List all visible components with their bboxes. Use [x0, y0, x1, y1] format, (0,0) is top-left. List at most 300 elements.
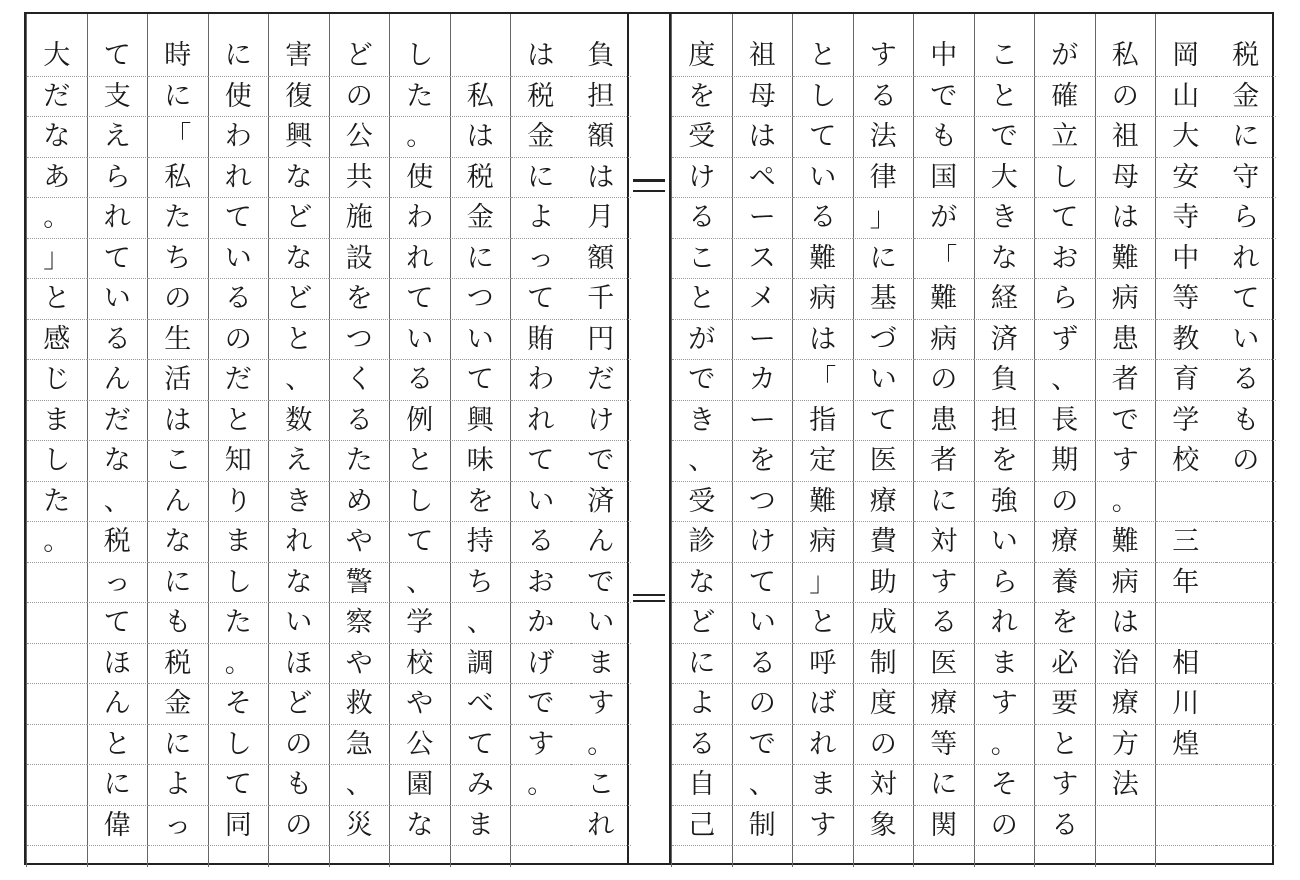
gutter-mark-middle	[633, 594, 665, 602]
manuscript-square: の	[1035, 482, 1096, 523]
manuscript-square: る	[511, 522, 572, 563]
manuscript-square: 税	[148, 644, 209, 685]
manuscript-square	[511, 806, 572, 847]
manuscript-square: 患	[1095, 320, 1156, 361]
manuscript-square: 度	[853, 684, 914, 725]
manuscript-square: な	[87, 441, 148, 482]
manuscript-square: き	[269, 482, 330, 523]
manuscript-square: メ	[732, 279, 793, 320]
manuscript-square: 寺	[1156, 198, 1217, 239]
manuscript-column	[1034, 14, 1095, 867]
manuscript-square: が	[672, 320, 733, 361]
manuscript-square: 負	[571, 36, 632, 77]
manuscript-square: い	[974, 522, 1035, 563]
manuscript-square: 期	[1035, 441, 1096, 482]
manuscript-column	[329, 14, 390, 867]
manuscript-square: え	[269, 441, 330, 482]
manuscript-square: 年	[1156, 563, 1217, 604]
manuscript-square: 担	[571, 77, 632, 118]
manuscript-square: を	[672, 77, 733, 118]
manuscript-square: 。	[1095, 482, 1156, 523]
manuscript-square: な	[269, 158, 330, 199]
manuscript-square: き	[974, 198, 1035, 239]
manuscript-square: 税	[511, 77, 572, 118]
manuscript-square: も	[148, 603, 209, 644]
manuscript-square: て	[732, 563, 793, 604]
manuscript-square: 経	[974, 279, 1035, 320]
manuscript-square: 大	[1156, 117, 1217, 158]
manuscript-square: そ	[208, 684, 269, 725]
manuscript-square: は	[793, 320, 854, 361]
manuscript-square: に	[148, 725, 209, 766]
manuscript-square: 数	[269, 401, 330, 442]
manuscript-square: て	[87, 36, 148, 77]
manuscript-square: ん	[148, 482, 209, 523]
manuscript-square: 医	[914, 644, 975, 685]
manuscript-square: 難	[1095, 239, 1156, 280]
manuscript-square: る	[1216, 360, 1277, 401]
manuscript-square: 、	[329, 765, 390, 806]
manuscript-square: 「	[148, 117, 209, 158]
manuscript-square: 相	[1156, 644, 1217, 685]
manuscript-square: ん	[87, 684, 148, 725]
manuscript-square: よ	[672, 684, 733, 725]
manuscript-square: ば	[793, 684, 854, 725]
manuscript-square: 療	[1035, 522, 1096, 563]
manuscript-square: に	[450, 239, 511, 280]
manuscript-square: ー	[732, 401, 793, 442]
manuscript-square: 制	[853, 644, 914, 685]
manuscript-square: す	[571, 684, 632, 725]
manuscript-square	[27, 725, 88, 766]
manuscript-square: 方	[1095, 725, 1156, 766]
manuscript-square: ず	[1035, 320, 1096, 361]
manuscript-square: 急	[329, 725, 390, 766]
manuscript-square: れ	[1216, 239, 1277, 280]
manuscript-square: 時	[148, 36, 209, 77]
manuscript-square: 、	[390, 563, 451, 604]
manuscript-square: こ	[974, 36, 1035, 77]
manuscript-square: 度	[672, 36, 733, 77]
manuscript-square: っ	[511, 239, 572, 280]
manuscript-square: 強	[974, 482, 1035, 523]
manuscript-column	[147, 14, 208, 867]
manuscript-square: と	[672, 279, 733, 320]
manuscript-square: 病	[1095, 563, 1156, 604]
manuscript-square	[1216, 725, 1277, 766]
manuscript-square: い	[732, 603, 793, 644]
manuscript-square: 岡	[1156, 36, 1217, 77]
manuscript-square: 母	[732, 77, 793, 118]
manuscript-square: 等	[1156, 279, 1217, 320]
manuscript-square: 大	[974, 158, 1035, 199]
manuscript-square: な	[390, 806, 451, 847]
manuscript-square: し	[1035, 158, 1096, 199]
manuscript-square: 知	[208, 441, 269, 482]
manuscript-square: 興	[269, 117, 330, 158]
manuscript-square: れ	[269, 522, 330, 563]
manuscript-square: 療	[1095, 684, 1156, 725]
manuscript-square: れ	[974, 603, 1035, 644]
manuscript-square: て	[1216, 279, 1277, 320]
manuscript-square: る	[390, 360, 451, 401]
manuscript-square	[1216, 644, 1277, 685]
manuscript-square: に	[914, 765, 975, 806]
manuscript-column	[792, 14, 853, 867]
manuscript-square: っ	[87, 563, 148, 604]
manuscript-square: の	[974, 806, 1035, 847]
manuscript-column	[974, 14, 1035, 867]
manuscript-square: 中	[1156, 239, 1217, 280]
manuscript-square: は	[1095, 198, 1156, 239]
manuscript-square: 害	[269, 36, 330, 77]
manuscript-square: い	[208, 239, 269, 280]
manuscript-square: 復	[269, 77, 330, 118]
manuscript-column	[510, 14, 571, 867]
manuscript-square: 者	[1095, 360, 1156, 401]
manuscript-square: 額	[571, 239, 632, 280]
manuscript-square	[27, 684, 88, 725]
manuscript-square: 川	[1156, 684, 1217, 725]
manuscript-square: ら	[974, 563, 1035, 604]
manuscript-square: き	[672, 401, 733, 442]
manuscript-square: 金	[450, 198, 511, 239]
manuscript-square: 共	[329, 158, 390, 199]
manuscript-column	[1095, 14, 1156, 867]
manuscript-square: と	[208, 401, 269, 442]
manuscript-square: ま	[793, 765, 854, 806]
manuscript-square: の	[1095, 77, 1156, 118]
manuscript-square: ー	[732, 320, 793, 361]
manuscript-square: と	[269, 320, 330, 361]
manuscript-square: い	[1216, 320, 1277, 361]
manuscript-square: て	[390, 522, 451, 563]
manuscript-square: り	[208, 482, 269, 523]
manuscript-square: 同	[208, 806, 269, 847]
manuscript-square: 難	[1095, 522, 1156, 563]
manuscript-square: に	[1216, 117, 1277, 158]
manuscript-square: 立	[1035, 117, 1096, 158]
manuscript-square: な	[269, 563, 330, 604]
manuscript-square: 済	[571, 482, 632, 523]
manuscript-square: 難	[793, 482, 854, 523]
manuscript-square: で	[571, 441, 632, 482]
manuscript-square: と	[1035, 725, 1096, 766]
manuscript-square: 。	[27, 198, 88, 239]
manuscript-square: 療	[914, 684, 975, 725]
manuscript-square: 、	[672, 441, 733, 482]
manuscript-square: あ	[27, 158, 88, 199]
manuscript-square: お	[511, 563, 572, 604]
manuscript-square: 。	[390, 117, 451, 158]
manuscript-square: 必	[1035, 644, 1096, 685]
manuscript-square: に	[87, 765, 148, 806]
manuscript-square: に	[914, 482, 975, 523]
manuscript-square: べ	[450, 684, 511, 725]
manuscript-square: こ	[148, 441, 209, 482]
manuscript-square: 。	[974, 725, 1035, 766]
manuscript-square: 等	[914, 725, 975, 766]
manuscript-square: も	[1216, 401, 1277, 442]
manuscript-square: れ	[793, 725, 854, 766]
manuscript-square: ほ	[269, 644, 330, 685]
manuscript-square: ら	[1216, 198, 1277, 239]
manuscript-square: の	[148, 279, 209, 320]
manuscript-square: な	[269, 239, 330, 280]
manuscript-square: 園	[390, 765, 451, 806]
manuscript-column	[671, 14, 732, 867]
manuscript-square: 診	[672, 522, 733, 563]
manuscript-column	[268, 14, 329, 867]
manuscript-square	[1156, 482, 1217, 523]
manuscript-square: や	[329, 644, 390, 685]
manuscript-square	[1156, 806, 1217, 847]
manuscript-square: 。	[27, 522, 88, 563]
manuscript-square: し	[27, 441, 88, 482]
manuscript-square: ほ	[87, 644, 148, 685]
manuscript-square: も	[269, 765, 330, 806]
manuscript-square: 祖	[1095, 117, 1156, 158]
manuscript-square: み	[450, 765, 511, 806]
manuscript-square: 持	[450, 522, 511, 563]
manuscript-square: 受	[672, 482, 733, 523]
manuscript-square	[1216, 684, 1277, 725]
manuscript-square: 額	[571, 117, 632, 158]
manuscript-square: れ	[390, 239, 451, 280]
manuscript-square: わ	[208, 117, 269, 158]
manuscript-square: を	[450, 482, 511, 523]
manuscript-square: で	[511, 684, 572, 725]
manuscript-column	[732, 14, 793, 867]
manuscript-square: で	[571, 563, 632, 604]
manuscript-square: を	[329, 279, 390, 320]
manuscript-square: な	[974, 239, 1035, 280]
manuscript-square: 象	[853, 806, 914, 847]
manuscript-square: に	[148, 563, 209, 604]
manuscript-square: 教	[1156, 320, 1217, 361]
manuscript-square: 確	[1035, 77, 1096, 118]
manuscript-square: た	[148, 198, 209, 239]
manuscript-square: つ	[732, 482, 793, 523]
manuscript-square	[1216, 765, 1277, 806]
manuscript-column	[1216, 14, 1277, 867]
manuscript-square: す	[1095, 441, 1156, 482]
manuscript-square: 施	[329, 198, 390, 239]
manuscript-square: 祖	[732, 36, 793, 77]
manuscript-square: す	[1035, 765, 1096, 806]
manuscript-square: ど	[269, 684, 330, 725]
manuscript-square: 法	[853, 117, 914, 158]
manuscript-square: に	[511, 158, 572, 199]
manuscript-column	[26, 14, 87, 867]
manuscript-square: と	[974, 77, 1035, 118]
manuscript-square: 、	[1035, 360, 1096, 401]
manuscript-square: い	[87, 279, 148, 320]
manuscript-square: 煌	[1156, 725, 1217, 766]
manuscript-square: 「	[793, 360, 854, 401]
manuscript-square: を	[974, 441, 1035, 482]
manuscript-square: で	[672, 360, 733, 401]
manuscript-square: に	[148, 77, 209, 118]
manuscript-square: 支	[87, 77, 148, 118]
manuscript-square: は	[1095, 603, 1156, 644]
manuscript-square: る	[672, 725, 733, 766]
manuscript-square: 病	[914, 320, 975, 361]
manuscript-square: し	[793, 77, 854, 118]
manuscript-square: ま	[27, 401, 88, 442]
manuscript-square: 「	[914, 239, 975, 280]
manuscript-column	[853, 14, 914, 867]
manuscript-square: 設	[329, 239, 390, 280]
manuscript-square: 制	[732, 806, 793, 847]
manuscript-square: れ	[208, 158, 269, 199]
manuscript-square: 己	[672, 806, 733, 847]
manuscript-square: 偉	[87, 806, 148, 847]
manuscript-square	[1216, 806, 1277, 847]
manuscript-square: 校	[390, 644, 451, 685]
manuscript-square: 、	[450, 603, 511, 644]
manuscript-square: だ	[208, 360, 269, 401]
manuscript-square: を	[732, 441, 793, 482]
manuscript-square: ん	[571, 522, 632, 563]
manuscript-square: れ	[571, 806, 632, 847]
manuscript-square: ま	[208, 522, 269, 563]
manuscript-square: は	[148, 401, 209, 442]
manuscript-square	[27, 603, 88, 644]
manuscript-square: 守	[1216, 158, 1277, 199]
manuscript-square: の	[329, 77, 390, 118]
manuscript-square: わ	[390, 198, 451, 239]
manuscript-square: れ	[87, 198, 148, 239]
manuscript-square: に	[853, 239, 914, 280]
manuscript-square: ら	[87, 158, 148, 199]
manuscript-square: は	[571, 158, 632, 199]
manuscript-square: 母	[1095, 158, 1156, 199]
manuscript-square: て	[450, 360, 511, 401]
manuscript-square: 月	[571, 198, 632, 239]
manuscript-square: 。	[511, 765, 572, 806]
manuscript-square: 山	[1156, 77, 1217, 118]
manuscript-square: 円	[571, 320, 632, 361]
manuscript-square: は	[732, 117, 793, 158]
manuscript-square: 関	[914, 806, 975, 847]
manuscript-square: 」	[853, 198, 914, 239]
manuscript-square: 難	[793, 239, 854, 280]
manuscript-column	[1155, 14, 1216, 867]
manuscript-square: 要	[1035, 684, 1096, 725]
manuscript-square: つ	[329, 320, 390, 361]
manuscript-square: し	[208, 725, 269, 766]
manuscript-square: は	[450, 117, 511, 158]
manuscript-square: い	[853, 360, 914, 401]
manuscript-square: の	[914, 360, 975, 401]
manuscript-square: な	[148, 522, 209, 563]
manuscript-square: 三	[1156, 522, 1217, 563]
manuscript-square: 療	[853, 482, 914, 523]
manuscript-square: 金	[148, 684, 209, 725]
manuscript-square: 指	[793, 401, 854, 442]
manuscript-square: か	[511, 603, 572, 644]
manuscript-square: 、	[732, 765, 793, 806]
manuscript-square: 大	[27, 36, 88, 77]
manuscript-square	[1156, 603, 1217, 644]
manuscript-square: 警	[329, 563, 390, 604]
manuscript-square: る	[853, 77, 914, 118]
manuscript-square: や	[390, 684, 451, 725]
manuscript-square: け	[571, 401, 632, 442]
manuscript-square: 律	[853, 158, 914, 199]
manuscript-square: て	[208, 198, 269, 239]
manuscript-square: の	[269, 806, 330, 847]
manuscript-square: い	[450, 320, 511, 361]
manuscript-square: 費	[853, 522, 914, 563]
manuscript-square: 私	[450, 77, 511, 118]
manuscript-square: 。	[571, 725, 632, 766]
manuscript-square: く	[329, 360, 390, 401]
manuscript-square: 医	[853, 441, 914, 482]
manuscript-square: づ	[853, 320, 914, 361]
manuscript-square: 患	[914, 401, 975, 442]
manuscript-square: 私	[1095, 36, 1156, 77]
manuscript-sheet	[24, 12, 1274, 865]
manuscript-square: じ	[27, 360, 88, 401]
manuscript-square: 育	[1156, 360, 1217, 401]
manuscript-square: げ	[511, 644, 572, 685]
manuscript-square: て	[87, 603, 148, 644]
manuscript-square: が	[1035, 36, 1096, 77]
manuscript-square: ス	[732, 239, 793, 280]
manuscript-square: つ	[450, 279, 511, 320]
manuscript-square: て	[511, 441, 572, 482]
manuscript-square: を	[1035, 603, 1096, 644]
manuscript-square: で	[1095, 401, 1156, 442]
manuscript-square: も	[914, 117, 975, 158]
manuscript-square: た	[27, 482, 88, 523]
manuscript-square: カ	[732, 360, 793, 401]
manuscript-square	[27, 563, 88, 604]
manuscript-square: 察	[329, 603, 390, 644]
manuscript-square: で	[732, 725, 793, 766]
manuscript-square: 税	[87, 522, 148, 563]
manuscript-square: 法	[1095, 765, 1156, 806]
manuscript-square: 養	[1035, 563, 1096, 604]
manuscript-square: た	[208, 603, 269, 644]
manuscript-square: い	[269, 603, 330, 644]
manuscript-square: い	[793, 158, 854, 199]
manuscript-square: す	[511, 725, 572, 766]
manuscript-square: と	[793, 603, 854, 644]
manuscript-square: 千	[571, 279, 632, 320]
manuscript-square: っ	[148, 806, 209, 847]
manuscript-square	[27, 765, 88, 806]
manuscript-square: え	[87, 117, 148, 158]
manuscript-square: そ	[974, 765, 1035, 806]
manuscript-square: 担	[974, 401, 1035, 442]
manuscript-square: の	[853, 725, 914, 766]
manuscript-square: ま	[974, 644, 1035, 685]
manuscript-square	[27, 806, 88, 847]
manuscript-square: 助	[853, 563, 914, 604]
manuscript-square: 病	[793, 522, 854, 563]
manuscript-square: と	[390, 441, 451, 482]
manuscript-square: 賄	[511, 320, 572, 361]
manuscript-square: た	[390, 77, 451, 118]
manuscript-square: 金	[511, 117, 572, 158]
manuscript-square: だ	[27, 77, 88, 118]
manuscript-square	[1216, 603, 1277, 644]
page-gutter	[629, 12, 669, 865]
manuscript-square: ま	[571, 644, 632, 685]
